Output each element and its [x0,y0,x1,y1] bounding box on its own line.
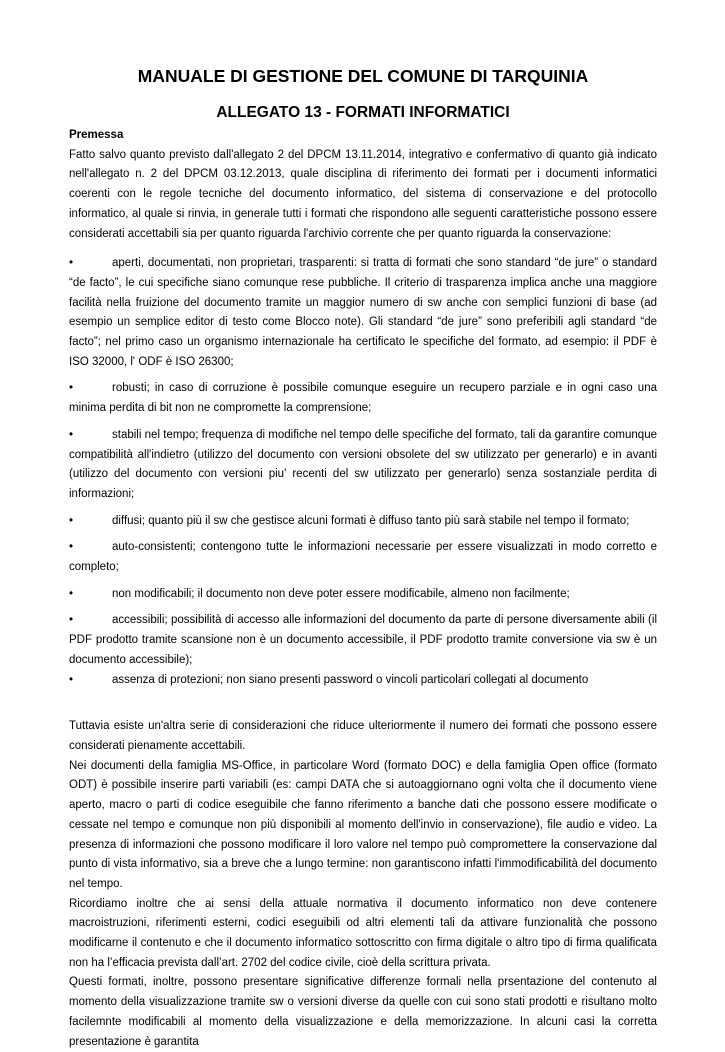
bullet-icon: • [69,428,74,441]
document-body [69,126,657,1052]
list-item [69,254,657,372]
intro-paragraph: Fatto salvo quanto previsto dall'allegato 2 del DPCM 13.11.2014, integrativo e confermativo di quanto già indicato nell'allegato n. 2 del DPCM 03.12.2013, quale disciplina di riferimento dei formati per i documenti informatici coerenti con le regole tecniche del documento informatico, del sistema di conservazione e del protocollo informatico, al quale si rinvia, in generale tutti i formati che rispondono alle seguenti caratteristiche possono essere considerati accettabili sia per quanto riguarda l'archivio corrente che per quanto riguarda la conservazione: [69,148,657,240]
list-item [69,512,657,532]
bullet-icon: • [69,673,74,686]
bullet-icon: • [69,587,74,600]
body-paragraph: Questi formati, inoltre, possono presentare significative differenze formali nella prsentazione del contenuto al momento della visualizzazione tramite sw o versioni diverse da quelle con cui sono stati prodotti e risultano molto facilemnte modificabili al momento della visualizzazione e della memorizzazione. In alcuni casi la corretta presentazione è garantita [69,976,657,1048]
bullet-icon: • [69,541,74,554]
list-item-text: aperti, documentati, non proprietari, trasparenti: si tratta di formati che sono standard “de jure” o standard “de facto”, le cui specifiche siano comunque rese pubbliche. Il criterio di trasparenza implica anche una maggiore facilità nella fruizione del documento tramite un maggior numero di sw anche con semplici funzioni di base (ad esempio un semplice editor di testo come Blocco note). Gli standard “de jure” sono preferibili agli standard “de facto”; nel primo caso un organismo internazionale ha certificato le specifiche del formato, ad esempio: il PDF è ISO 32000, l' ODF è ISO 26300; [69,257,657,368]
bullet-icon: • [69,514,74,527]
bullet-icon: • [69,614,74,627]
list-item [69,611,657,670]
section-title-premessa: Premessa [69,129,124,141]
list-item [69,585,657,605]
body-paragraph: Nei documenti della famiglia MS-Office, in particolare Word (formato DOC) e della famiglia Open office (formato ODT) è possibile inserire parti variabili (es: campi DATA che si autoaggiornano ogni volta che il documento viene aperto, macro o parti di codice eseguibile che fanno riferimento a banche dati che possono essere modificate o cessate nel tempo e comunque non più disponibili al momento dell'invio in conservazione), file audio e video. La presenza di informazioni che possono modificare il loro valore nel tempo può compromettere la conservazione dal punto di vista informativo, sia a breve che a lungo termine: non garantiscono infatti l'immodificabilità del documento nel tempo. [69,759,657,890]
list-item-text: auto-consistenti; contengono tutte le informazioni necessarie per essere visualizzati in modo corretto e completo; [69,541,657,574]
document-title: MANUALE DI GESTIONE DEL COMUNE DI TARQUINIA [137,66,589,86]
bullet-icon: • [69,382,74,395]
list-item-text: robusti; in caso di corruzione è possibile comunque eseguire un recupero parziale e in ogni caso una minima perdita di bit non ne compromette la comprensione; [69,382,657,415]
body-paragraph: Ricordiamo inoltre che ai sensi della attuale normativa il documento informatico non deve contenere macroistruzioni, riferimenti esterni, codici eseguibili od altri elementi tali da attivare funzionalità che possono modificarne il contenuto e che il documento informatico sottoscritto con firma digitale o altro tipo di firma qualificata non ha l’efficacia prevista dall’art. 2702 del codice civile, cioè della scrittura privata. [69,897,657,969]
list-item-text: assenza di protezioni; non siano presenti password o vincoli particolari collegati al documento [112,673,589,686]
list-item-text: stabili nel tempo; frequenza di modifiche nel tempo delle specifiche del formato, tali da garantire comunque compatibilità all'indietro (utilizzo del documento con versioni obsolete del sw utilizzato per generarlo) e in avanti (utilizzo del documento con versioni piu' recenti del sw utilizzato per generarlo) senza sostanziale perdita di informazioni; [69,428,657,500]
list-item [69,426,657,505]
document-subtitle: ALLEGATO 13 - FORMATI INFORMATICI [216,104,510,121]
list-item [69,379,657,418]
list-item [69,538,657,577]
body-paragraph: Tuttavia esiste un'altra serie di considerazioni che riduce ulteriormente il numero dei formati che possono essere considerati pienamente accettabili. [69,720,657,752]
bullet-icon: • [69,257,74,270]
list-item-text: non modificabili; il documento non deve poter essere modificabile, almeno non facilmente; [112,587,570,600]
list-item [69,671,657,691]
list-item-text: accessibili; possibilità di accesso alle informazioni del documento da parte di persone diversamente abili (il PDF prodotto tramite scansione non è un documento accessibile, il PDF prodotto tramite conversione via sw è un documento accessibile); [69,614,657,666]
list-item-text: diffusi; quanto più il sw che gestisce alcuni formati è diffuso tanto più sarà stabile nel tempo il formato; [112,514,630,527]
